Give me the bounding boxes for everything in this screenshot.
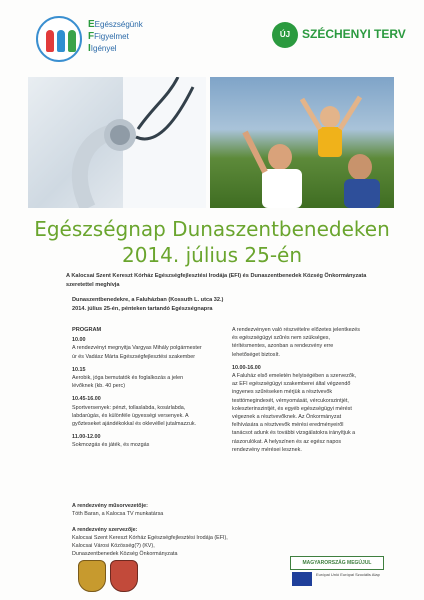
intro-text: A Kalocsai Szent Kereszt Kórház Egészségfejlesztési Irodája (EFI) és Dunaszentbenedek Község Önkormányzata szeretettel meghívja bbox=[66, 273, 367, 288]
host-block bbox=[72, 502, 322, 518]
program-text: Sokmozgás és játék, és mozgás bbox=[72, 442, 150, 449]
program-time: 10.45-16.00 bbox=[72, 396, 101, 403]
efi-logo bbox=[36, 16, 186, 66]
coat-of-arms-icon bbox=[110, 560, 138, 592]
family-figures bbox=[210, 77, 394, 208]
efi-circle-icon bbox=[36, 16, 82, 62]
efi-line-1: Egészségünk bbox=[94, 20, 143, 29]
stethoscope-icon bbox=[28, 77, 206, 208]
eu-flag-icon bbox=[292, 572, 312, 586]
venue-place: Dunaszentbenedekre, a Faluházban (Kossuth L. utca 32.) bbox=[72, 297, 224, 303]
figure-red-icon bbox=[46, 30, 54, 52]
program-time: 10.15 bbox=[72, 366, 86, 373]
figure-green-icon bbox=[68, 30, 76, 52]
efi-line-3: Igényel bbox=[90, 44, 117, 53]
program-entry bbox=[72, 433, 202, 449]
program-time: 11.00-12.00 bbox=[72, 434, 101, 441]
program-entry bbox=[72, 395, 202, 428]
program-entry bbox=[72, 366, 202, 391]
program-time: 10.00 bbox=[72, 337, 86, 344]
efi-line-2: Figyelmet bbox=[94, 32, 129, 41]
program-time: 10.00-16.00 bbox=[232, 364, 261, 371]
efi-wordmark: EEgészségünk FFigyelmet IIgényel bbox=[88, 19, 143, 54]
program-text: Aerobik, jóga bemutatók és foglalkozás a jelen lévőknek (kb. 40 perc) bbox=[72, 375, 184, 390]
program-heading: PROGRAM bbox=[72, 327, 102, 333]
program-text: A rendezvényt megnyitja Vargyas Mihály polgármester úr és Vadász Márta Egészségfejlesztési szakember bbox=[72, 345, 202, 360]
organizer-line-3: Dunaszentbenedek Község Önkormányzata bbox=[72, 551, 178, 557]
organizer-block bbox=[72, 526, 322, 558]
eu-funding-text: Európai Unió Európai Szociális Alap bbox=[316, 572, 380, 577]
program-right-intro: A rendezvényen való részvételre előzetes jelentkezés és egészségügyi szűrés nem szükséges, térítésmentes, azonban a rendezvény erre lehetőséget biztosít. bbox=[232, 327, 360, 358]
host-label: A rendezvény műsorvezetője: bbox=[72, 503, 148, 509]
program-text: A Faluház első emeletén helyiségében a szervezők, az EFI egészségügyi szakemberei által végzendő ingyenes szűréseken mérjük a résztvevők testtömegindexét, vérnyomását, vércukorszintjét, koleszterinszintjét, és egyéb egészségügyi mérést végeznek a résztvevőknek. Az Önkormányzat felhívására a résztvevők mérési eredményeiről tanácsot adunk és további vizsgálatokra irányítjuk a rászorulókat. A helyszínen és az egész napos rendezvény mérései lesznek. bbox=[232, 373, 357, 453]
hungary-renews-badge: MAGYARORSZÁG MEGÚJUL bbox=[290, 556, 384, 570]
program-entry bbox=[72, 336, 202, 361]
szechenyi-text: SZÉCHENYI TERV bbox=[302, 27, 406, 41]
szechenyi-badge: ÚJ bbox=[272, 22, 298, 48]
doctor-stethoscope-photo bbox=[28, 77, 206, 208]
program-right-column bbox=[232, 326, 362, 459]
coat-of-arms-icon bbox=[78, 560, 106, 592]
organizer-label: A rendezvény szervezője: bbox=[72, 527, 138, 533]
program-entry bbox=[232, 364, 362, 454]
organizer-line-2: Kalocsai Városi Közösség(?) (KV), bbox=[72, 543, 155, 549]
venue-date: 2014. július 25-én, pénteken tartandó Egészségnapra bbox=[72, 305, 213, 312]
page-title-line-2: 2014. július 25-én bbox=[121, 243, 303, 267]
host-value: Tóth Baran, a Kalocsa TV munkatársa bbox=[72, 511, 164, 517]
program-text: Sportversenyek: pénzt, tollaslabda, kosárlabda, labdarúgás, és különféle ügyességi versenyek. A győzteseket ajándékokkal és oklevéllel jutalmazzuk. bbox=[72, 404, 197, 428]
program-left-column bbox=[72, 326, 202, 455]
page-title-line-1: Egészségnap Dunaszentbenedeken bbox=[34, 217, 390, 241]
figure-blue-icon bbox=[57, 30, 65, 52]
family-park-photo bbox=[210, 77, 394, 208]
organizer-line-1: Kalocsai Szent Kereszt Kórház Egészségfejlesztési Irodája (EFI), bbox=[72, 535, 228, 541]
venue-block bbox=[72, 296, 372, 313]
szechenyi-logo bbox=[272, 22, 406, 48]
